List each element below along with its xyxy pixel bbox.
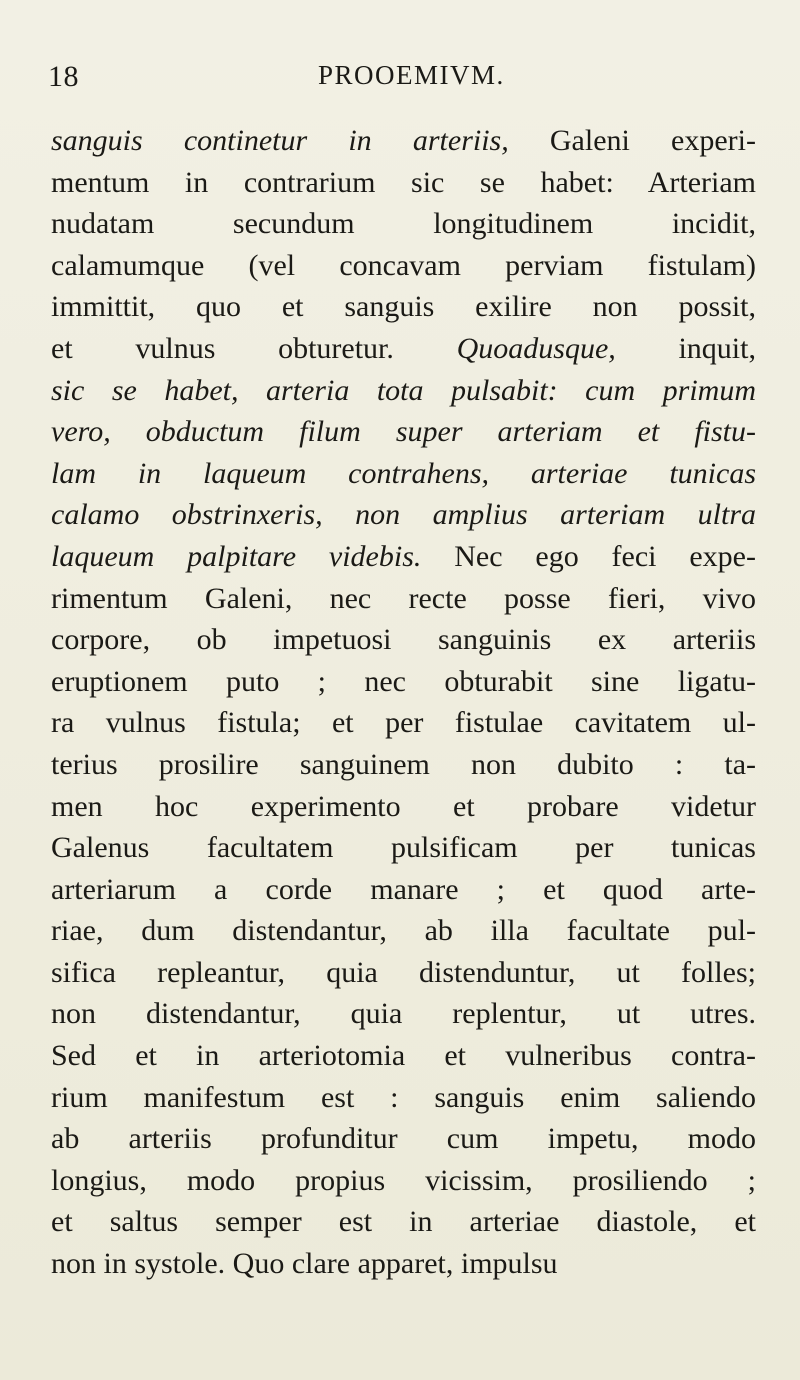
italic-text-segment: vero, obductum filum super arteriam et fistu- <box>51 415 756 449</box>
text-segment: terius prosilire sanguinem non dubito : ta- <box>51 747 756 781</box>
italic-text-segment: calamo obstrinxeris, non amplius arteriam ultra <box>51 498 756 532</box>
text-segment: Sed et in arteriotomia et vulneribus contra- <box>51 1039 756 1073</box>
text-segment: arteriarum a corde manare ; et quod arte- <box>51 872 756 906</box>
text-segment: nudatam secundum longitudinem incidit, <box>51 207 756 241</box>
text-segment: et vulnus obturetur. <box>51 331 457 365</box>
text-line <box>51 536 756 578</box>
text-line <box>51 370 756 412</box>
text-segment: Galenus facultatem pulsificam per tunicas <box>51 831 756 865</box>
text-line <box>51 786 756 828</box>
text-segment: riae, dum distendantur, ab illa facultate pul- <box>51 914 756 948</box>
text-line <box>51 120 756 162</box>
text-line <box>51 1077 756 1119</box>
italic-text-segment: Quoadusque, <box>456 331 616 365</box>
italic-text-segment: laqueum palpitare videbis. <box>51 539 422 573</box>
text-segment: sifica repleantur, quia distenduntur, ut folles; <box>51 955 756 989</box>
text-line <box>51 952 756 994</box>
text-segment: rimentum Galeni, nec recte posse fieri, vivo <box>51 581 756 615</box>
text-line <box>51 993 756 1035</box>
text-line <box>51 827 756 869</box>
italic-text-segment: lam in laqueum contrahens, arteriae tunicas <box>51 456 756 490</box>
text-segment: non distendantur, quia replentur, ut utres. <box>51 997 756 1031</box>
text-segment: Galeni experi- <box>508 124 756 157</box>
page-header <box>48 60 752 100</box>
text-line <box>51 245 756 287</box>
page-number: 18 <box>48 60 79 93</box>
body-text <box>51 120 756 1285</box>
text-segment: calamumque (vel concavam perviam fistulam) <box>51 248 756 282</box>
text-line <box>51 1118 756 1160</box>
text-line <box>51 702 756 744</box>
text-line <box>51 162 756 204</box>
italic-text-segment: sanguis continetur in arteriis, <box>51 124 509 157</box>
text-line <box>51 910 756 952</box>
text-segment: inquit, <box>615 331 756 365</box>
text-line <box>51 203 756 245</box>
text-segment: mentum in contrarium sic se habet: Arteriam <box>51 165 756 199</box>
text-segment: ab arteriis profunditur cum impetu, modo <box>51 1122 756 1156</box>
text-line <box>51 619 756 661</box>
text-line <box>51 661 756 703</box>
text-line <box>51 494 756 536</box>
text-line <box>51 1160 756 1202</box>
text-segment: ra vulnus fistula; et per fistulae cavitatem ul- <box>51 706 756 740</box>
text-line <box>51 744 756 786</box>
text-line <box>51 1035 756 1077</box>
text-line <box>51 578 756 620</box>
text-line <box>51 411 756 453</box>
text-segment: Nec ego feci expe- <box>421 539 756 573</box>
text-segment: immittit, quo et sanguis exilire non possit, <box>51 290 756 324</box>
text-segment: longius, modo propius vicissim, prosiliendo ; <box>51 1163 756 1197</box>
text-segment: eruptionem puto ; nec obturabit sine ligatu- <box>51 664 756 698</box>
text-line <box>51 869 756 911</box>
text-line <box>51 286 756 328</box>
text-line <box>51 328 756 370</box>
text-segment: et saltus semper est in arteriae diastole, et <box>51 1205 756 1239</box>
text-segment: non in systole. Quo clare apparet, impulsu <box>51 1247 558 1281</box>
italic-text-segment: sic se habet, arteria tota pulsabit: cum primum <box>51 373 756 407</box>
text-line <box>51 453 756 495</box>
text-line <box>51 1243 756 1285</box>
text-segment: corpore, ob impetuosi sanguinis ex arteriis <box>51 623 756 657</box>
running-head: PROOEMIVM. <box>318 60 505 90</box>
text-segment: men hoc experimento et probare videtur <box>51 789 756 823</box>
text-segment: rium manifestum est : sanguis enim saliendo <box>51 1080 756 1114</box>
text-line <box>51 1201 756 1243</box>
